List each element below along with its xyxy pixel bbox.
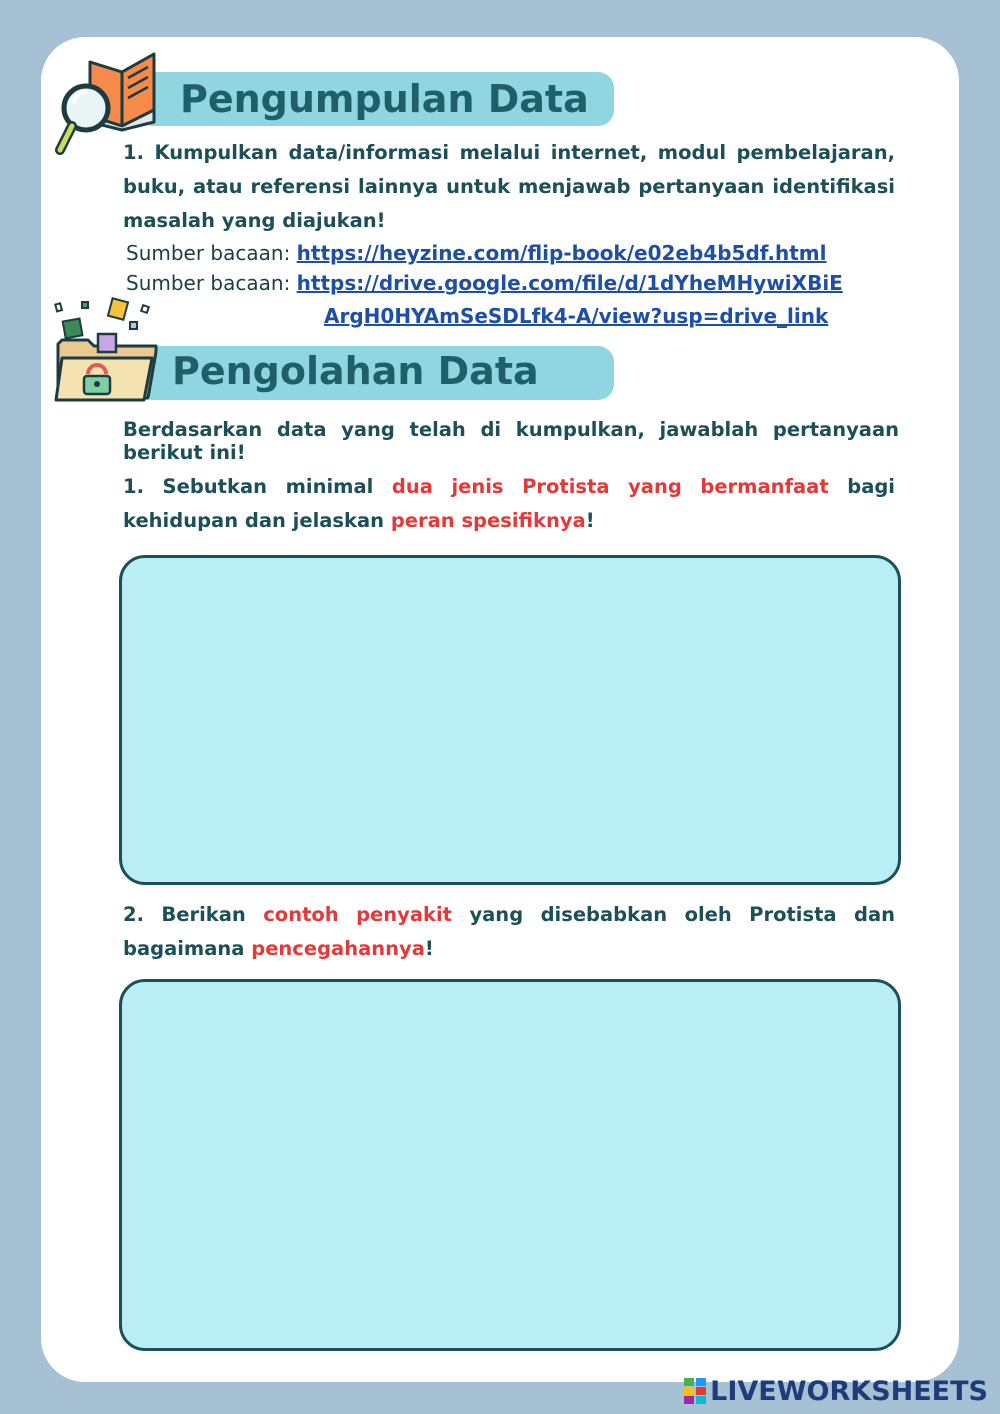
source-link-drive-continued[interactable]: ArgH0HYAmSeSDLfk4-A/view?usp=drive_link xyxy=(324,304,829,328)
section1-title: Pengumpulan Data xyxy=(180,77,589,121)
section2-title: Pengolahan Data xyxy=(172,349,539,393)
question-2 xyxy=(123,898,895,966)
folder-icon xyxy=(52,296,162,406)
question-2-text: 2. Berikan xyxy=(123,903,264,926)
answer-box-1[interactable] xyxy=(119,555,901,885)
source-link-drive[interactable]: https://drive.google.com/file/d/1dYheMHywiXBiE xyxy=(296,271,843,295)
answer-box-2[interactable] xyxy=(119,979,901,1351)
question-1-text: 1. Sebutkan minimal xyxy=(123,475,392,498)
source-row-1 xyxy=(126,238,826,268)
question-1 xyxy=(123,470,895,538)
source-label: Sumber bacaan: xyxy=(126,271,291,295)
question-2-highlight: contoh penyakit xyxy=(263,903,453,926)
question-1-text: ! xyxy=(585,509,595,532)
liveworksheets-logo xyxy=(684,1376,988,1406)
question-1-highlight: dua jenis Protista yang bermanfaat xyxy=(391,475,829,498)
question-1-text: bagi kehidupan dan jelaskan xyxy=(123,475,895,532)
question-2-text: ! xyxy=(424,937,434,960)
section2-intro: Berdasarkan data yang telah di kumpulkan, jawablah pertanyaan berikut ini! xyxy=(123,418,899,464)
question-1-highlight: peran spesifiknya xyxy=(390,509,586,532)
section1-instruction: 1. Kumpulkan data/informasi melalui internet, modul pembelajaran, buku, atau referensi lainnya untuk menjawab pertanyaan identifikasi masalah yang diajukan! xyxy=(123,141,895,232)
liveworksheets-logo-icon xyxy=(684,1378,706,1404)
source-row-2 xyxy=(126,268,843,298)
source-label: Sumber bacaan: xyxy=(126,241,291,265)
question-2-highlight: pencegahannya xyxy=(251,937,425,960)
source-link-heyzine[interactable]: https://heyzine.com/flip-book/e02eb4b5df.html xyxy=(296,241,827,265)
question-2-text: yang disebabkan oleh Protista dan bagaimana xyxy=(123,903,895,960)
liveworksheets-brand: LIVEWORKSHEETS xyxy=(710,1375,988,1407)
source-row-2-continued xyxy=(324,301,828,331)
